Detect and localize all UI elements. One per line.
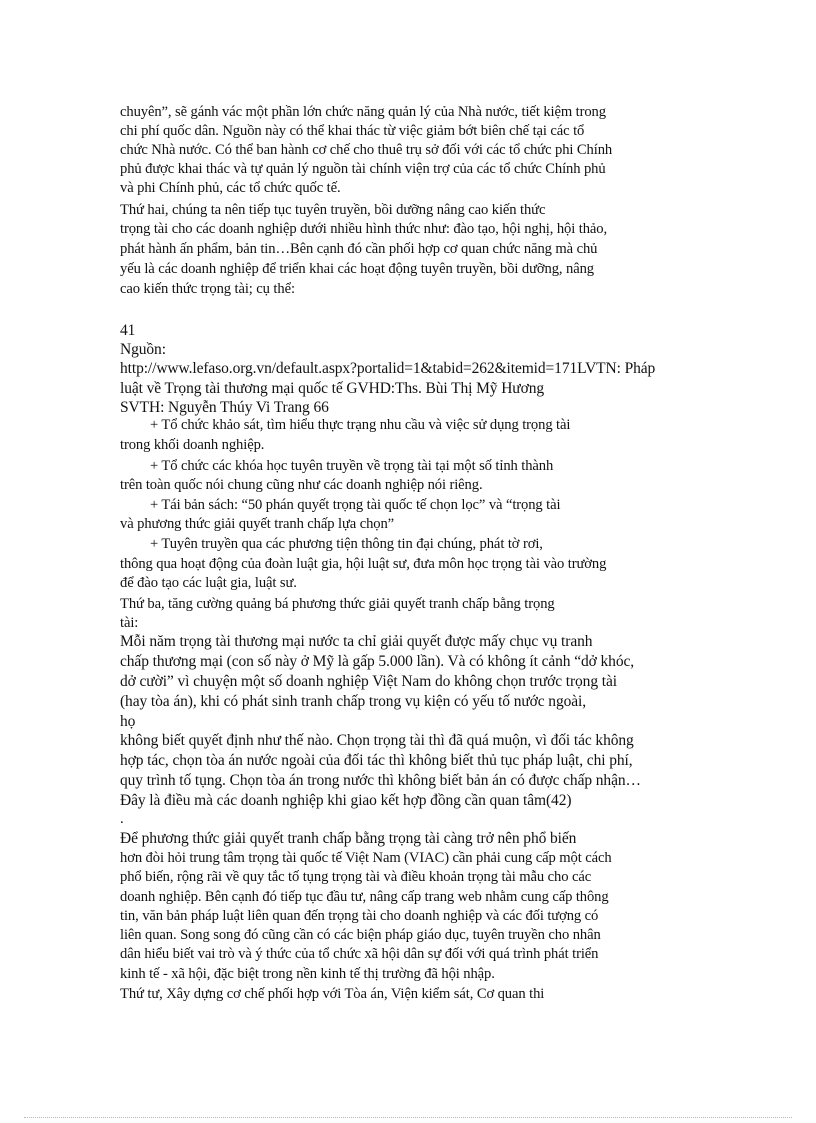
- paragraph-4-line-5: tin, văn bản pháp luật liên quan đến trọng tài cho doanh nghiệp và các đối tượng có: [120, 908, 599, 924]
- bullet-4-line-3: để đào tạo các luật gia, luật sư.: [120, 575, 297, 591]
- paragraph-3-line-2: tài:: [120, 615, 139, 631]
- bullet-1-line-2: trong khối doanh nghiệp.: [120, 437, 265, 453]
- paragraph-1-line-5: và phi Chính phủ, các tổ chức quốc tế.: [120, 180, 341, 196]
- footnote-label: Nguồn:: [120, 341, 166, 358]
- paragraph-4-line-8: kinh tế - xã hội, đặc biệt trong nền kinh tế thị trường đã hội nhập.: [120, 966, 495, 982]
- bullet-2-line-1: + Tổ chức các khóa học tuyên truyền về trọng tài tại một số tỉnh thành: [150, 458, 554, 474]
- footnote-number: 41: [120, 322, 136, 339]
- paragraph-4-line-3: phổ biến, rộng rãi về quy tắc tố tụng trọng tài và điều khoản trọng tài mẫu cho các: [120, 869, 592, 885]
- paragraph-5-line-1: Thứ tư, Xây dựng cơ chế phối hợp với Tòa án, Viện kiểm sát, Cơ quan thi: [120, 986, 545, 1002]
- paragraph-3-line-8: không biết quyết định như thế nào. Chọn trọng tài thì đã quá muộn, vì đối tác không: [120, 732, 634, 749]
- paragraph-3-line-4: chấp thương mại (con số này ở Mỹ là gấp 5.000 lần). Và có không ít cảnh “dở khóc,: [120, 653, 635, 670]
- paragraph-3-line-1: Thứ ba, tăng cường quảng bá phương thức giải quyết tranh chấp bằng trọng: [120, 596, 555, 612]
- paragraph-2-line-3: phát hành ấn phẩm, bản tin…Bên cạnh đó cần phối hợp cơ quan chức năng mà chủ: [120, 241, 598, 257]
- footnote-url: http://www.lefaso.org.vn/default.aspx?portalid=1&tabid=262&itemid=171LVTN: Pháp: [120, 360, 656, 377]
- footnote-author: SVTH: Nguyễn Thúy Vi Trang 66: [120, 399, 329, 416]
- paragraph-3-line-7: họ: [120, 713, 136, 730]
- paragraph-1-line-1: chuyên”, sẽ gánh vác một phần lớn chức năng quản lý của Nhà nước, tiết kiệm trong: [120, 104, 606, 120]
- paragraph-4-line-4: doanh nghiệp. Bên cạnh đó tiếp tục đầu tư, nâng cấp trang web nhằm cung cấp thông: [120, 889, 609, 905]
- bullet-3-line-1: + Tái bản sách: “50 phán quyết trọng tài quốc tế chọn lọc” và “trọng tài: [150, 497, 561, 513]
- paragraph-3-line-6: (hay tòa án), khi có phát sinh tranh chấp trong vụ kiện có yếu tố nước ngoài,: [120, 693, 587, 710]
- paragraph-3-line-10: quy trình tố tụng. Chọn tòa án trong nước thì không biết bản án có được chấp nhận…: [120, 772, 641, 789]
- bullet-2-line-2: trên toàn quốc nói chung cũng như các doanh nghiệp nói riêng.: [120, 477, 483, 493]
- page-bottom-rule: [24, 1117, 792, 1118]
- paragraph-2-line-2: trọng tài cho các doanh nghiệp dưới nhiều hình thức như: đào tạo, hội nghị, hội thảo,: [120, 221, 608, 237]
- bullet-4-line-1: + Tuyên truyền qua các phương tiện thông tin đại chúng, phát tờ rơi,: [150, 536, 543, 552]
- footnote-title: luật về Trọng tài thương mại quốc tế GVHD:Ths. Bùi Thị Mỹ Hương: [120, 380, 544, 397]
- paragraph-3-line-3: Mỗi năm trọng tài thương mại nước ta chỉ giải quyết được mấy chục vụ tranh: [120, 633, 593, 650]
- paragraph-2-line-4: yếu là các doanh nghiệp để triển khai các hoạt động tuyên truyền, bồi dưỡng, nâng: [120, 261, 594, 277]
- paragraph-3-line-12: .: [120, 811, 124, 827]
- paragraph-3-line-11: Đây là điều mà các doanh nghiệp khi giao kết hợp đồng cần quan tâm(42): [120, 792, 572, 809]
- bullet-3-line-2: và phương thức giải quyết tranh chấp lựa chọn”: [120, 516, 395, 532]
- paragraph-4-line-7: dân hiểu biết vai trò và ý thức của tổ chức xã hội dân sự đối với quá trình phát triển: [120, 946, 599, 962]
- paragraph-4-line-1: Để phương thức giải quyết tranh chấp bằng trọng tài càng trở nên phổ biến: [120, 830, 577, 847]
- paragraph-3-line-9: hợp tác, chọn tòa án nước ngoài của đối tác thì không biết thủ tục pháp luật, chi phí,: [120, 752, 633, 769]
- paragraph-3-line-5: dở cười” vì chuyện một số doanh nghiệp Việt Nam do không chọn trước trọng tài: [120, 673, 617, 690]
- bullet-4-line-2: thông qua hoạt động của đoàn luật gia, hội luật sư, đưa môn học trọng tài vào trường: [120, 556, 607, 572]
- paragraph-2-line-1: Thứ hai, chúng ta nên tiếp tục tuyên truyền, bồi dưỡng nâng cao kiến thức: [120, 202, 546, 218]
- paragraph-1-line-3: chức Nhà nước. Có thể ban hành cơ chế cho thuê trụ sở đối với các tổ chức phi Chính: [120, 142, 613, 158]
- paragraph-1-line-2: chi phí quốc dân. Nguồn này có thể khai thác từ việc giảm bớt biên chế tại các tổ: [120, 123, 585, 139]
- bullet-1-line-1: + Tổ chức khảo sát, tìm hiểu thực trạng nhu cầu và việc sử dụng trọng tài: [150, 417, 571, 433]
- paragraph-2-line-5: cao kiến thức trọng tài; cụ thể:: [120, 281, 295, 297]
- paragraph-1-line-4: phủ được khai thác và tự quản lý nguồn tài chính viện trợ của các tổ chức Chính phủ: [120, 161, 606, 177]
- paragraph-4-line-2: hơn đòi hỏi trung tâm trọng tài quốc tế Việt Nam (VIAC) cần phải cung cấp một cách: [120, 850, 612, 866]
- paragraph-4-line-6: liên quan. Song song đó cũng cần có các biện pháp giáo dục, tuyên truyền cho nhân: [120, 927, 601, 943]
